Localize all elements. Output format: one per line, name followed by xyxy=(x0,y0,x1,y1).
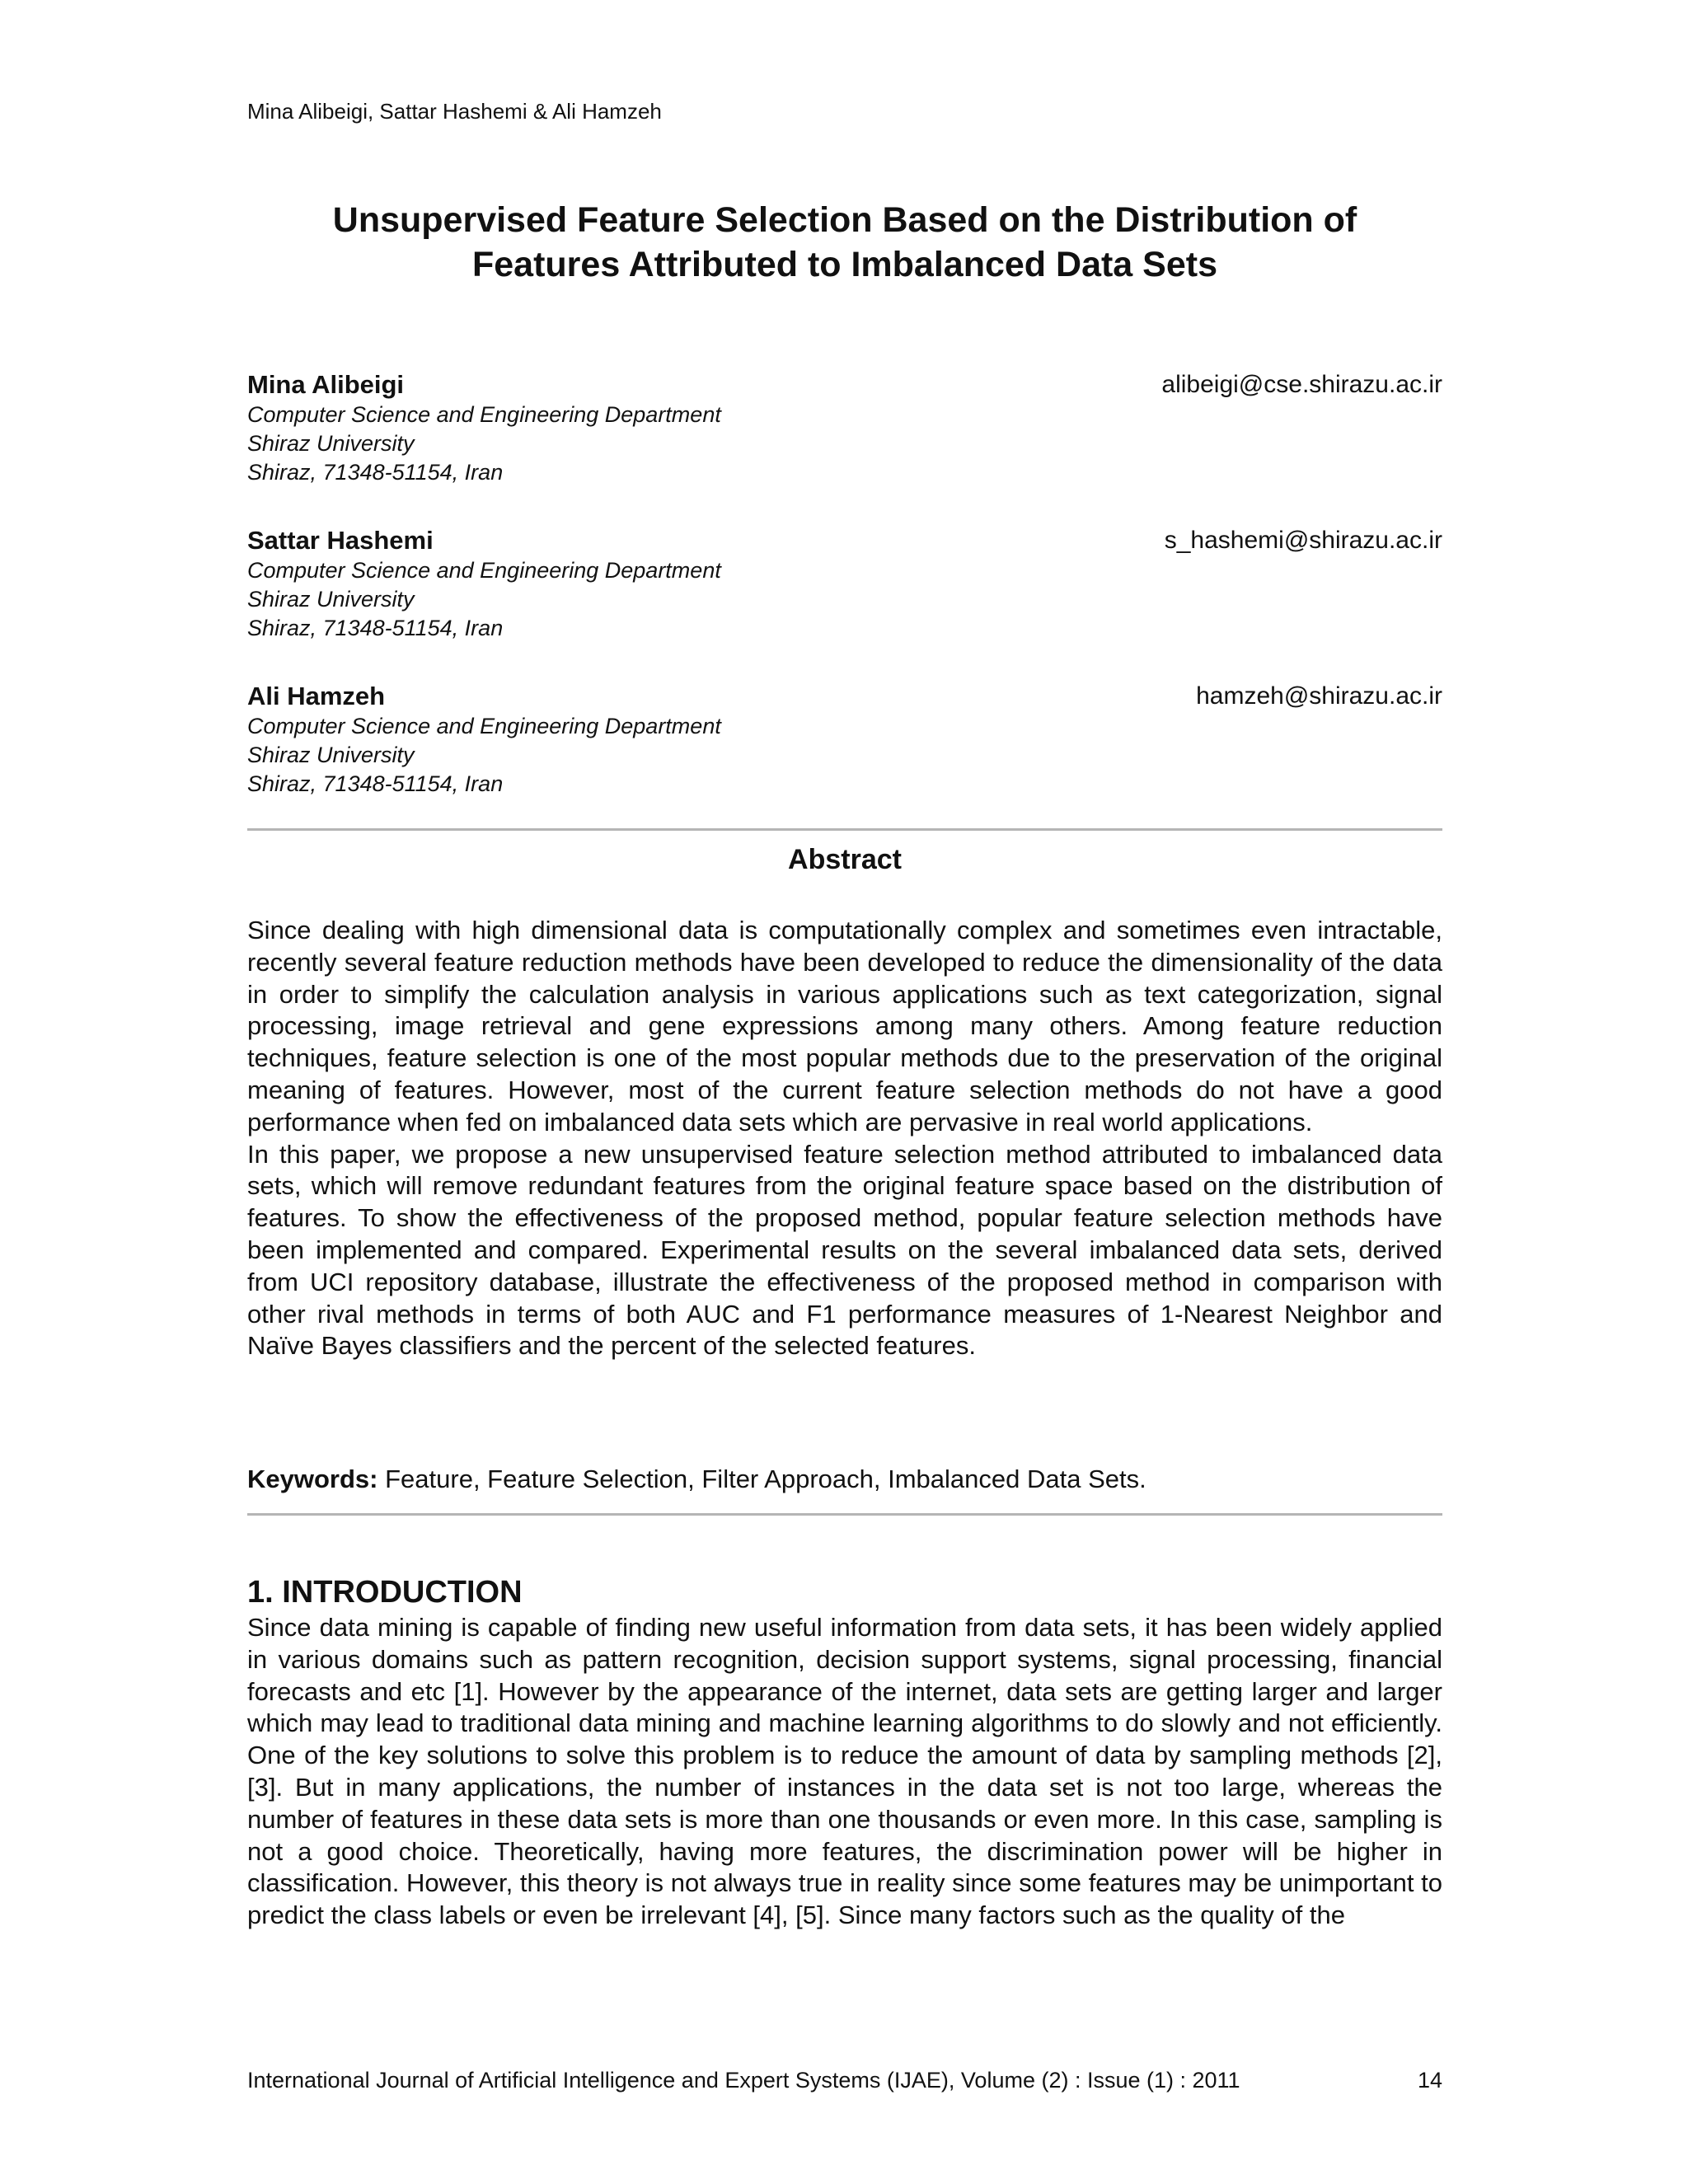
author-university: Shiraz University xyxy=(247,743,415,767)
running-head: Mina Alibeigi, Sattar Hashemi & Ali Hamzeh xyxy=(247,99,662,124)
abstract-top-rule xyxy=(247,828,1442,831)
page-footer xyxy=(247,2067,1442,2093)
paper-title xyxy=(247,198,1442,287)
paper-page xyxy=(247,0,1442,2184)
author-address: Shiraz, 71348-51154, Iran xyxy=(247,460,504,485)
page-number: 14 xyxy=(1417,2068,1442,2093)
author-email: s_hashemi@shirazu.ac.ir xyxy=(1164,527,1442,554)
keywords-label: Keywords: xyxy=(247,1465,378,1493)
author-address: Shiraz, 71348-51154, Iran xyxy=(247,771,504,796)
abstract-paragraph-1: Since dealing with high dimensional data is computationally complex and sometimes even intractable, recently several feature reduction methods have been developed to reduce the dimensionality of the data in order to simplify the calculation analysis in various applications such as text categorization, signal processing, image retrieval and gene expressions among many others. Among feature reduction techniques, feature selection is one of the most popular methods due to the preservation of the original meaning of features. However, most of the current feature selection methods do not have a good performance when fed on imbalanced data sets which are pervasive in real world applications. xyxy=(247,916,1442,1137)
author-name: Ali Hamzeh xyxy=(247,682,386,710)
title-line-2: Features Attributed to Imbalanced Data Sets xyxy=(472,245,1217,284)
author-block-3 xyxy=(247,681,1442,799)
introduction-paragraph: Since data mining is capable of finding new useful information from data sets, it has been widely applied in various domains such as pattern recognition, decision support systems, signal processing, financial forecasts and etc [1]. However by the appearance of the internet, data sets are getting larger and larger which may lead to traditional data mining and machine learning algorithms to do slowly and not efficiently. One of the key solutions to solve this problem is to reduce the amount of data by sampling methods [2], [3]. But in many applications, the number of instances in the data set is not too large, whereas the number of features in these data sets is more than one thousands or even more. In this case, sampling is not a good choice. Theoretically, having more features, the discrimination power will be higher in classification. However, this theory is not always true in reality since some features may be unimportant to predict the class labels or even be irrelevant [4], [5]. Since many factors such as the quality of the xyxy=(247,1613,1442,1930)
abstract-body xyxy=(247,915,1442,1362)
keywords-text: Feature, Feature Selection, Filter Approach, Imbalanced Data Sets. xyxy=(385,1465,1146,1493)
author-name: Sattar Hashemi xyxy=(247,526,434,555)
author-department: Computer Science and Engineering Department xyxy=(247,558,721,583)
author-name: Mina Alibeigi xyxy=(247,370,405,399)
author-block-2 xyxy=(247,525,1442,643)
abstract-bottom-rule xyxy=(247,1513,1442,1516)
author-block-1 xyxy=(247,369,1442,487)
introduction-body xyxy=(247,1612,1442,1932)
journal-citation: International Journal of Artificial Intelligence and Expert Systems (IJAE), Volume (2) : Issue (1) : 2011 xyxy=(247,2068,1240,2093)
author-department: Computer Science and Engineering Department xyxy=(247,402,721,427)
title-line-1: Unsupervised Feature Selection Based on the Distribution of xyxy=(332,200,1357,240)
author-email: alibeigi@cse.shirazu.ac.ir xyxy=(1161,371,1442,398)
section-heading-introduction: 1. INTRODUCTION xyxy=(247,1575,523,1610)
abstract-paragraph-2: In this paper, we propose a new unsupervised feature selection method attributed to imbalanced data sets, which will remove redundant features from the original feature space based on the distribution of features. To show the effectiveness of the proposed method, popular feature selection methods have been implemented and compared. Experimental results on the several imbalanced data sets, derived from UCI repository database, illustrate the effectiveness of the proposed method in comparison with other rival methods in terms of both AUC and F1 performance measures of 1-Nearest Neighbor and Naïve Bayes classifiers and the percent of the selected features. xyxy=(247,1139,1442,1361)
author-email: hamzeh@shirazu.ac.ir xyxy=(1196,682,1442,710)
author-university: Shiraz University xyxy=(247,587,415,612)
keywords xyxy=(247,1464,1442,1495)
author-department: Computer Science and Engineering Department xyxy=(247,714,721,738)
abstract-heading: Abstract xyxy=(788,844,902,875)
author-university: Shiraz University xyxy=(247,431,415,456)
author-address: Shiraz, 71348-51154, Iran xyxy=(247,616,504,640)
